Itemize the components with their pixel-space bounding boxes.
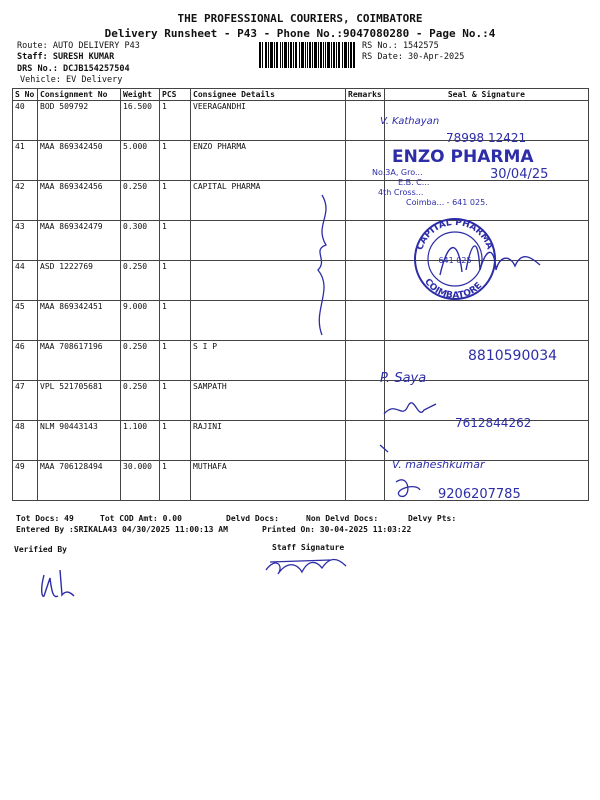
row-consignee: ENZO PHARMA bbox=[191, 141, 346, 181]
staff-signature-mark bbox=[266, 560, 346, 575]
row-sno: 48 bbox=[13, 421, 38, 461]
svg-text:Coimba... - 641 025.: Coimba... - 641 025. bbox=[406, 198, 488, 207]
row-consignee: SAMPATH bbox=[191, 381, 346, 421]
row-sno: 47 bbox=[13, 381, 38, 421]
sig-row41-date: 30/04/25 bbox=[490, 167, 549, 182]
delivered-docs: Delvd Docs: bbox=[226, 514, 279, 523]
row-sno: 42 bbox=[13, 181, 38, 221]
row-pcs: 1 bbox=[160, 461, 191, 501]
row-pcs: 1 bbox=[160, 261, 191, 301]
row-consignment: NLM 90443143 bbox=[38, 421, 121, 461]
rs-date: RS Date: 30-Apr-2025 bbox=[362, 52, 465, 62]
company-title: THE PROFESSIONAL COURIERS, COIMBATORE bbox=[177, 12, 423, 25]
drs-number: DRS No.: DCJB154257504 bbox=[17, 64, 130, 74]
row-sno: 45 bbox=[13, 301, 38, 341]
row-weight: 0.250 bbox=[121, 181, 160, 221]
sig-row47-phone: 7612844262 bbox=[455, 416, 532, 430]
sig-row46-phone: 8810590034 bbox=[468, 348, 558, 364]
svg-text:ENZO PHARMA: ENZO PHARMA bbox=[392, 147, 534, 167]
row-consignee: CAPITAL PHARMA bbox=[191, 181, 346, 221]
row-pcs: 1 bbox=[160, 181, 191, 221]
row-consignment: MAA 869342479 bbox=[38, 221, 121, 261]
svg-text:4th Cross...: 4th Cross... bbox=[378, 188, 424, 197]
total-cod: Tot COD Amt: 0.00 bbox=[100, 514, 182, 523]
row-sno: 40 bbox=[13, 101, 38, 141]
entered-by: Entered By :SRIKALA43 04/30/2025 11:00:13 AM bbox=[16, 525, 228, 534]
row-consignment: ASD 1222769 bbox=[38, 261, 121, 301]
row-sno: 43 bbox=[13, 221, 38, 261]
col-consignee: Consignee Details bbox=[191, 89, 346, 101]
row-weight: 0.250 bbox=[121, 341, 160, 381]
row-sno: 46 bbox=[13, 341, 38, 381]
row-consignment: MAA 708617196 bbox=[38, 341, 121, 381]
row-weight: 0.300 bbox=[121, 221, 160, 261]
row-weight: 0.250 bbox=[121, 381, 160, 421]
row-weight: 0.250 bbox=[121, 261, 160, 301]
col-sno: S No bbox=[13, 89, 38, 101]
row-weight: 5.000 bbox=[121, 141, 160, 181]
row-consignment: VPL 521705681 bbox=[38, 381, 121, 421]
svg-text:E.B. C...: E.B. C... bbox=[398, 178, 430, 187]
row-consignment: MAA 706128494 bbox=[38, 461, 121, 501]
row-consignment: BOD 509792 bbox=[38, 101, 121, 141]
sig-row46-name: P. Saya bbox=[380, 371, 427, 386]
sig-row40-name: V. Kathayan bbox=[380, 116, 440, 127]
row-consignment: MAA 869342456 bbox=[38, 181, 121, 221]
sig-row48-name: V. maheshkumar bbox=[392, 458, 485, 471]
row-consignee: S I P bbox=[191, 341, 346, 381]
row-weight: 16.500 bbox=[121, 101, 160, 141]
sig-row47 bbox=[384, 403, 436, 414]
sig-row49 bbox=[396, 480, 420, 497]
vehicle-label: Vehicle: EV Delivery bbox=[20, 75, 123, 85]
sig-row49-phone: 9206207785 bbox=[438, 487, 521, 502]
svg-text:COIMBATORE: COIMBATORE bbox=[422, 277, 485, 302]
printed-on: Printed On: 30-04-2025 11:03:22 bbox=[262, 525, 412, 534]
row-weight: 9.000 bbox=[121, 301, 160, 341]
row-weight: 30.000 bbox=[121, 461, 160, 501]
row-consignee: RAJINI bbox=[191, 421, 346, 461]
svg-text:No.3A, Gro...: No.3A, Gro... bbox=[372, 168, 423, 177]
row-sno: 44 bbox=[13, 261, 38, 301]
svg-text:641 025: 641 025 bbox=[438, 256, 472, 265]
row-consignee: VEERAGANDHI bbox=[191, 101, 346, 141]
sig-row48-tick bbox=[380, 445, 388, 452]
col-seal-signature: Seal & Signature bbox=[384, 89, 588, 101]
staff-label: Staff: SURESH KUMAR bbox=[17, 52, 115, 62]
row-pcs: 1 bbox=[160, 221, 191, 261]
row-weight: 1.100 bbox=[121, 421, 160, 461]
col-consignment: Consignment No bbox=[38, 89, 121, 101]
rs-number: RS No.: 1542575 bbox=[362, 41, 439, 51]
row-consignment: MAA 869342451 bbox=[38, 301, 121, 341]
svg-text:CAPITAL PHARMA: CAPITAL PHARMA bbox=[415, 217, 495, 252]
delivery-points: Delvy Pts: bbox=[408, 514, 457, 523]
row-pcs: 1 bbox=[160, 101, 191, 141]
staff-signature-label: Staff Signature bbox=[272, 543, 345, 552]
route-label: Route: AUTO DELIVERY P43 bbox=[17, 41, 140, 51]
row-pcs: 1 bbox=[160, 381, 191, 421]
row-sno: 41 bbox=[13, 141, 38, 181]
row-pcs: 1 bbox=[160, 301, 191, 341]
row-pcs: 1 bbox=[160, 141, 191, 181]
non-delivered-docs: Non Delvd Docs: bbox=[306, 514, 379, 523]
col-weight: Weight bbox=[121, 89, 160, 101]
row-pcs: 1 bbox=[160, 341, 191, 381]
row-pcs: 1 bbox=[160, 421, 191, 461]
verified-by-label: Verified By bbox=[14, 545, 67, 554]
col-pcs: PCS bbox=[160, 89, 191, 101]
col-remarks: Remarks bbox=[346, 89, 385, 101]
verified-signature bbox=[42, 570, 74, 597]
handwritten-brace bbox=[318, 195, 326, 335]
sheet-title: Delivery Runsheet - P43 - Phone No.:9047080280 - Page No.:4 bbox=[104, 27, 496, 40]
sig-row40-phone: 78998 12421 bbox=[446, 131, 527, 145]
row-consignment: MAA 869342450 bbox=[38, 141, 121, 181]
total-docs: Tot Docs: 49 bbox=[16, 514, 74, 523]
row-sno: 49 bbox=[13, 461, 38, 501]
row-consignee: MUTHAFA bbox=[191, 461, 346, 501]
